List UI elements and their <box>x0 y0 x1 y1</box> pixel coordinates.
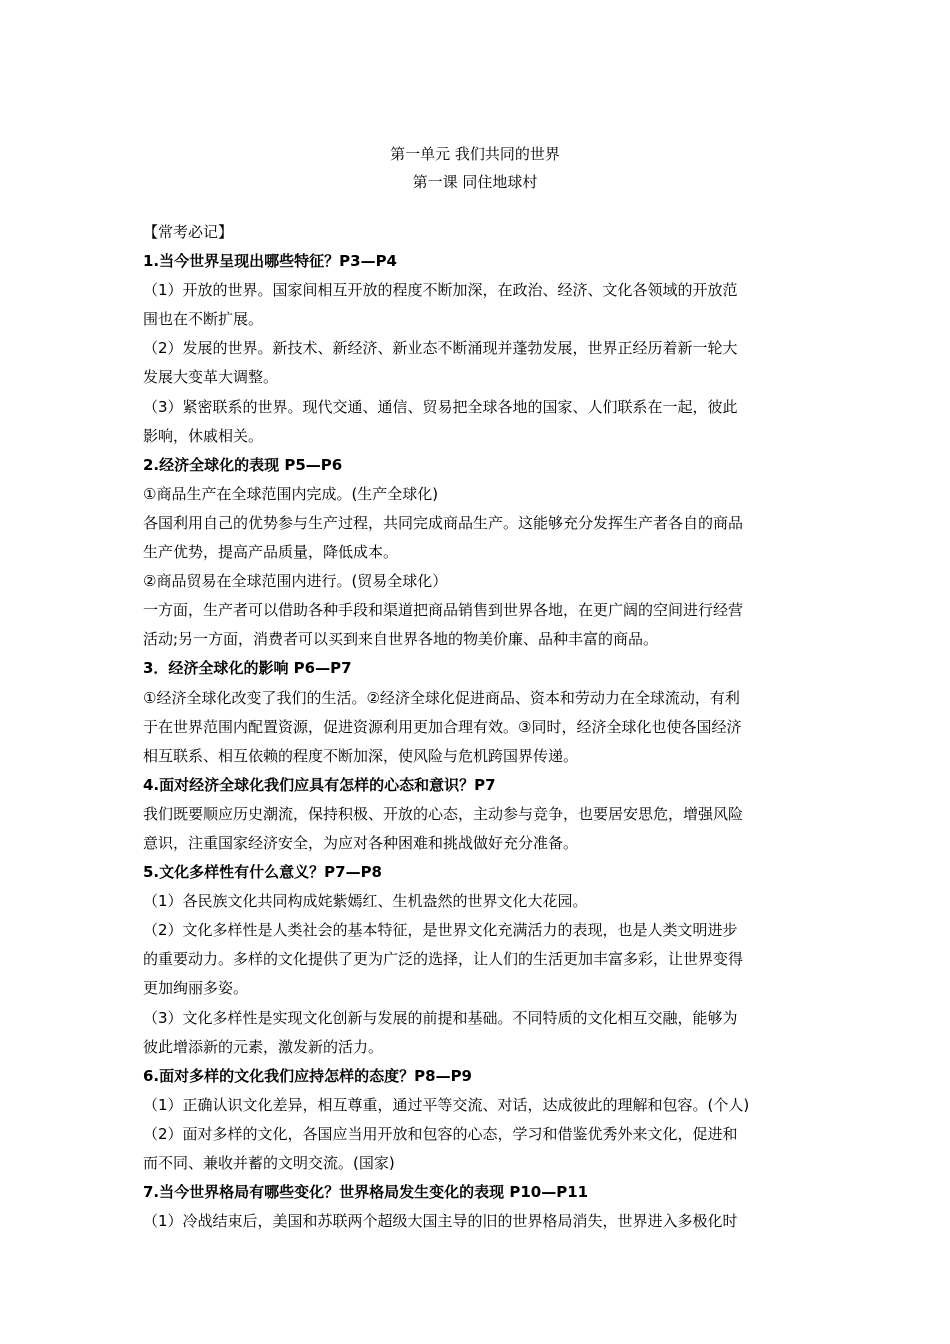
document-body <box>143 218 811 1236</box>
text-line: 更加绚丽多姿。 <box>143 979 249 998</box>
text-line: 【常考必记】 <box>143 223 234 241</box>
question-heading: 7.当今世界格局有哪些变化？世界格局发生变化的表现 P10—P11 <box>143 1183 589 1202</box>
text-line: 发展大变革大调整。 <box>143 368 279 387</box>
text-line: 我们既要顺应历史潮流，保持积极、开放的心态，主动参与竞争，也要居安思危，增强风险 <box>143 804 744 823</box>
text-line: （2）文化多样性是人类社会的基本特征，是世界文化充满活力的表现，也是人类文明进步 <box>143 921 738 940</box>
text-line: 各国利用自己的优势参与生产过程，共同完成商品生产。这能够充分发挥生产者各自的商品 <box>143 513 744 532</box>
text-line: （3）紧密联系的世界。现代交通、通信、贸易把全球各地的国家、人们联系在一起，彼此 <box>143 397 738 416</box>
question-heading: 6.面对多样的文化我们应持怎样的态度？P8—P9 <box>143 1066 472 1085</box>
text-line: ②商品贸易在全球范围内进行。(贸易全球化） <box>143 572 448 591</box>
lesson-title: 第一课 同住地球村 <box>412 173 538 191</box>
question-heading: 3．经济全球化的影响 P6—P7 <box>143 659 352 678</box>
unit-title: 第一单元 我们共同的世界 <box>390 145 560 163</box>
text-line: 于在世界范围内配置资源，促进资源利用更加合理有效。③同时，经济全球化也使各国经济 <box>143 717 742 736</box>
text-line: 意识，注重国家经济安全，为应对各种困难和挑战做好充分准备。 <box>143 833 579 852</box>
text-line: 而不同、兼收并蓄的文明交流。(国家) <box>143 1154 395 1172</box>
text-line: 生产优势，提高产品质量，降低成本。 <box>143 543 399 562</box>
text-line: （3）文化多样性是实现文化创新与发展的前提和基础。不同特质的文化相互交融，能够为 <box>143 1008 738 1027</box>
question-heading: 4.面对经济全球化我们应具有怎样的心态和意识？P7 <box>143 775 496 794</box>
text-line: 的重要动力。多样的文化提供了更为广泛的选择，让人们的生活更加丰富多彩，让世界变得 <box>143 950 744 969</box>
text-line: 活动;另一方面，消费者可以买到来自世界各地的物美价廉、品种丰富的商品。 <box>143 630 659 649</box>
text-line: 围也在不断扩展。 <box>143 310 264 329</box>
text-line: 一方面，生产者可以借助各种手段和渠道把商品销售到世界各地，在更广阔的空间进行经营 <box>143 601 744 620</box>
text-line: （1）各民族文化共同构成姹紫嫣红、生机盎然的世界文化大花园。 <box>143 892 588 911</box>
question-heading: 2.经济全球化的表现 P5—P6 <box>143 455 343 474</box>
text-line: （1）开放的世界。国家间相互开放的程度不断加深，在政治、经济、文化各领域的开放范 <box>143 281 738 300</box>
text-line: 影响，休戚相关。 <box>143 426 264 445</box>
question-heading: 5.文化多样性有什么意义？P7—P8 <box>143 863 382 882</box>
question-heading: 1.当今世界呈现出哪些特征？P3—P4 <box>143 252 397 271</box>
text-line: （2）面对多样的文化，各国应当用开放和包容的心态，学习和借鉴优秀外来文化，促进和 <box>143 1124 738 1143</box>
text-line: ①经济全球化改变了我们的生活。②经济全球化促进商品、资本和劳动力在全球流动，有利 <box>143 688 740 707</box>
text-line: （1）冷战结束后，美国和苏联两个超级大国主导的旧的世界格局消失，世界进入多极化时 <box>143 1212 738 1231</box>
text-line: ①商品生产在全球范围内完成。(生产全球化) <box>143 484 439 503</box>
text-line: 彼此增添新的元素，激发新的活力。 <box>143 1037 384 1056</box>
text-line: 相互联系、相互依赖的程度不断加深，使风险与危机跨国界传递。 <box>143 746 579 765</box>
text-line: （2）发展的世界。新技术、新经济、新业态不断涌现并蓬勃发展，世界正经历着新一轮大 <box>143 339 738 358</box>
text-line: （1）正确认识文化差异，相互尊重，通过平等交流、对话，达成彼此的理解和包容。(个人) <box>143 1095 750 1114</box>
